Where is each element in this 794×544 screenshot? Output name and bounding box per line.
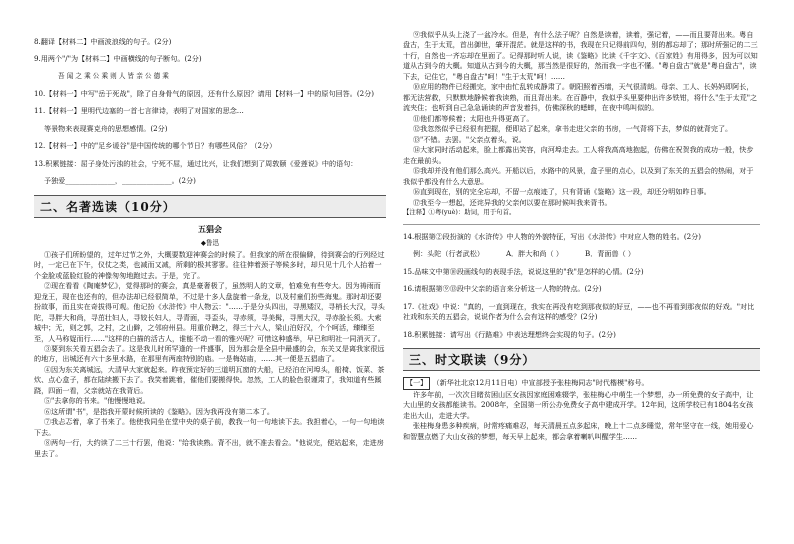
essay-paragraph: ⑭大家同时活动起来，脸上都露出笑容，向河埠走去。工人将我高高地抱起，仿佛在祝贺我的成功一般，快步走在最前头。 [403, 145, 754, 165]
essay-paragraph: ②现在看看《陶庵梦忆》，觉得那时的赛会，真是豪奢极了，虽然明人的文章，怕难免有些夸大。因为祷雨而迎龙王，现在也还有的，但办法却已经很简单，不过是十多人盘旋着一条龙，以及村童们扮些海鬼。那时却还要扮故事，而且实在奇拔得可观。他记扮《水浒传》中人物云："……于是分头四出，寻黑矮汉，寻梢长大汉，寻头陀，寻胖大和尚，寻茁壮妇人，寻姣长妇人，寻青面，寻歪头，寻赤须，寻美髯，寻黑大汉，寻赤脸长须。大索城中；无，则之郭，之村，之山僻，之邻府州县。用重价聘之，得三十六人，梁山泊好汉，个个呵活，臻臻至至，人马称娖而行……"这样的白描的活古人，谁能不动一看的雅兴呢？可惜这种盛举，早已和明社一同消灭了。 [34, 281, 385, 343]
right-column [403, 30, 760, 540]
material-1-label: 【一】 [403, 377, 430, 389]
question-10: 10.【材料一】中写"岳于死战"，除了自身骨气的原因，还有什么原因？请用【材料一】中的原句回答。(2分) [34, 88, 374, 98]
divider [403, 224, 760, 225]
section-2-header: 二、名著选读（10分） [34, 195, 386, 218]
question-13-blank: 予独爱______________，______________。(2分) [44, 176, 196, 186]
question-11-line2: 等景物来表现赛克舟的思想感情。(2分) [44, 123, 168, 133]
material-1-paragraph: 张桂梅身患多种疾病，时常疼痛难忍，每天清晨五点多起床，晚上十二点多睡觉，常年坚守在一线，她用爱心和智慧点燃了大山女孩的梦想，每天早上起来，都会拿着喇叭叫醒学生…… [403, 421, 754, 441]
material-1-lead: （新华社北京12月11日电）中宣部授予张桂梅同志"时代楷模"称号。 [432, 378, 649, 388]
essay-paragraph: ⑬"不错。去罢。"父亲点着头，说。 [412, 134, 526, 144]
essay-paragraph: ⑦我忐忑着，拿了书来了。他使我同坐在堂中央的桌子前，教我一句一句地读下去。我担着心，一句一句地读下去。 [34, 417, 385, 437]
essay-paragraph: ⑮我却并没有他们那么高兴。开船以后，水路中的风景，盒子里的点心，以及到了东关的五猖会的热闹，对于我似乎都没有什么大意思。 [403, 166, 754, 186]
essay-paragraph: ⑰我至今一想起，还诧异我的父亲何以要在那时候叫我来背书。 [412, 197, 612, 207]
question-13: 13.积累链接：屈子身处污浊的社会，宁死不屈，通过比兴，让我们想到了周敦颐《爱莲说》中的语句： [34, 158, 358, 168]
material-1-paragraph: 许多年前，一次次目睹贫困山区女孩因家庭困难辍学，张桂梅心中萌生一个梦想，办一所免费的女子高中，让大山里的女孩都能读书。2008年，全国第一所公办免费女子高中建成开学。12年间，这所学校已有1804名女孩走出大山，走进大学。 [403, 389, 754, 420]
question-14: 14.根据第②段扮演的《水浒传》中人物的外貌特征，写出《水浒传》中对应人物的姓名。(2分) [403, 231, 701, 241]
essay-paragraph: ⑯直到现在，别的完全忘却，不留一点痕迹了，只有背诵《鉴略》这一段，却还分明如昨日事。 [412, 187, 711, 197]
essay-paragraph: ③要到东关看五猖会去了。这是我儿时所罕逢的一件盛事，因为那会是全县中最盛的会，东关又是离我家很远的地方，出城还有六十多里水路，在那里有两座特别的庙。一是梅姑庙，……其一便是五猖庙了。 [34, 343, 385, 364]
material-1-intro [403, 377, 760, 389]
question-15: 15.品味文中第⑩段画线句的表现手法，说说这里的"我"是怎样的心情。(2分) [403, 266, 644, 276]
question-18: 18.积累链接：请写出《行路难》中表达理想终会实现的句子。(2分) [403, 329, 616, 339]
question-12: 12.【材料一】中的"足乡谖谷"是中国传统的哪个节日？有哪些风俗？（2分） [34, 141, 277, 151]
essay-title: 五猖会 [198, 223, 222, 234]
question-17: 17.《社戏》中说："真的，一直到现在，我实在再没有吃到那夜似的好豆，——也不再看到那夜似的好戏。"对比社戏和东关的五猖会，说说作者为什么会有这样的感受？(2分) [403, 301, 755, 322]
question-9-sentence: 吾 闻 之 乘 公 乘 则 人 皆 亲 公 德 乘 [58, 71, 169, 80]
essay-paragraph: ⑫我忽然似乎已经很有把握，便即站了起来，拿书走进父亲的书房，一气背将下去，梦似的就背完了。 [412, 124, 733, 134]
essay-note: 【注释】①粤(yuè)：助词，用于句首。 [403, 208, 516, 217]
question-16: 16.请根据第⑨⑬段中父亲的语言来分析这一人物的特点。(2分) [403, 284, 602, 294]
left-column [34, 30, 386, 540]
question-14-option-b: B．青面兽（ ） [584, 249, 636, 259]
essay-paragraph: ⑪他们都等候着；太阳也升得更高了。 [412, 113, 534, 123]
essay-paragraph: ④因为东关离城远，大清早大家就起来。昨夜预定好的三道明瓦窗的大船，已经泊在河埠头，船椅、饭菜、茶炊、点心盒子，都在陆续搬下去了。我笑着跳着，催他们要搬得快。忽然，工人的脸色很谨肃了，我知道有些蹊跷，四面一看，父亲就站在我背后。 [34, 364, 385, 395]
essay-paragraph: ⑥这所谓"书"，是指我开蒙时候所读的《鉴略》。因为我再没有第二本了。 [43, 406, 274, 416]
question-14-option-a: A．胖大和尚（ ） [505, 249, 563, 259]
question-14-example: 例：头陀（行者武松） [413, 249, 484, 259]
question-9: 9.用两个"/"为【材料二】中画横线的句子断句。(2分) [34, 54, 202, 64]
section-3-header: 三、时文联读（9分） [403, 348, 760, 371]
essay-author: ◆鲁迅 [200, 238, 220, 247]
essay-paragraph: ⑨我似乎从头上浇了一盆冷水。但是，有什么法子呢？自然是读着，读着，强记着，——而且要背出来。粤自盘古，生于太荒，首出御世，肇开混茫。就是这样的书，我现在只记得前四句，别的都忘却了；那时所强记的二三十行，自然也一齐忘却在里面了。记得那时听人说，读《鉴略》比读《千字文》、《百家姓》有用得多，因为可以知道从古到今的大概。知道从古到今的大概，那当然是很好的，然而我一字也不懂。"粤自盘古"就是"粤自盘古"，读下去，记住它，"粤自盘古"呵！"生于太荒"呵！…… [403, 30, 758, 81]
essay-paragraph: ⑩应用的物件已经搬完，家中由忙乱转成静肃了。朝阳照着西墙，天气很清朗。母亲、工人、长妈妈即阿长，都无法营救，只默默地静候着我读熟，而且背出来。在百静中，我似乎头里要伸出许多铁钳，将什么"生于太荒"之流夹住；也听到自己急急诵读的声音发着抖，仿佛深秋的蟋蟀，在夜中鸣叫似的。 [403, 82, 758, 113]
essay-paragraph: ⑤"去拿你的书来。"他慢慢地说。 [43, 396, 150, 406]
question-14-choices [413, 249, 760, 259]
question-11: 11.【材料一】里明代边塞的一首七言律诗，表明了对国家的思念… [34, 106, 244, 116]
essay-paragraph: ①孩子们所盼望的，过年过节之外，大概要数迎神赛会的时候了。但我家的所在很偏僻，待到赛会的行列经过时，一定已在下午，仪仗之类，也减而又减，所剩的极其寥寥。往往伸着颈子等候多时，却只见十几个人抬着一个金脸或蓝脸红脸的神像匆匆地跑过去。于是，完了。 [34, 249, 385, 280]
essay-paragraph: ⑧两句一行，大约读了二三十行罢，他说："给我读熟。背不出，就不准去看会。"他说完，便站起来，走进房里去了。 [34, 438, 384, 458]
question-8: 8.翻译【材料二】中画波浪线的句子。(2分) [34, 37, 172, 46]
